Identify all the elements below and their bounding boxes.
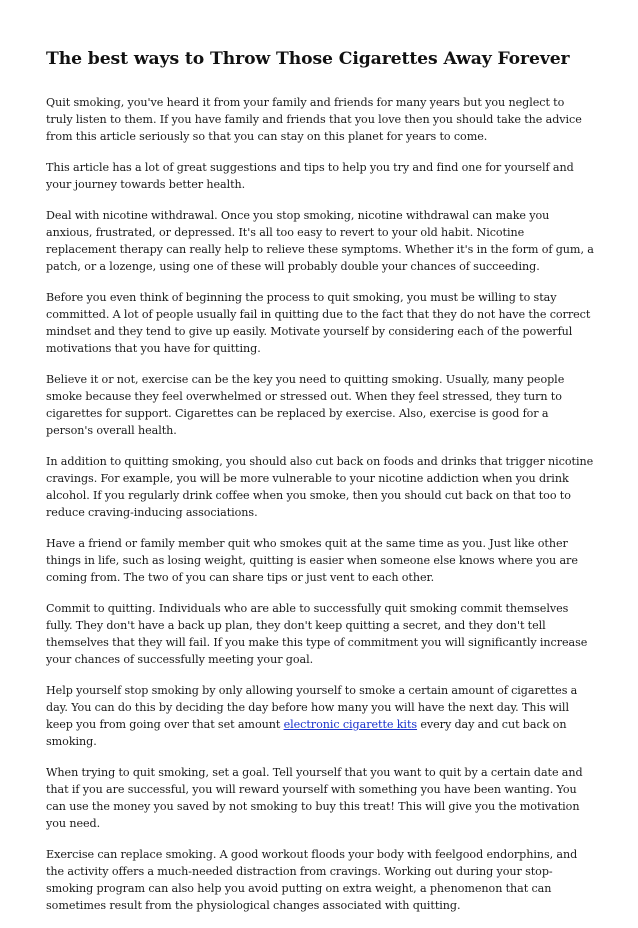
document-page <box>46 48 594 928</box>
paragraph-intro: Quit smoking, you've heard it from your family and friends for many years but you neglect to truly listen to them. If you have family and friends that you love then you should take the advice from this article seriously so that you can stay on this planet for years to come. <box>46 96 582 143</box>
paragraph-set-goal: When trying to quit smoking, set a goal. Tell yourself that you want to quit by a certain date and that if you are successful, you will reward yourself with something you have been wanting. You can use the money you saved by not smoking to buy this treat! This will give you the motivation you need. <box>46 766 583 830</box>
paragraph-trigger-foods: In addition to quitting smoking, you should also cut back on foods and drinks that trigger nicotine cravings. For example, you will be more vulnerable to your nicotine addiction when you drink alcohol. If you regularly drink coffee when you smoke, then you should cut back on that too to reduce craving-inducing associations. <box>46 455 594 519</box>
paragraph-limit-text-before: Help yourself stop smoking by only allowing yourself to smoke a certain amount of cigarettes a day. You can do this by deciding the day before how many you will have the next day. This will keep you from going over that set amount <box>46 684 578 731</box>
paragraph-exercise-replace: Exercise can replace smoking. A good workout floods your body with feelgood endorphins, and the activity offers a much-needed distraction from cravings. Working out during your stop-smoking program can also help you avoid putting on extra weight, a phenomenon that can sometimes result from the physiological changes associated with quitting. <box>46 848 578 912</box>
paragraph-suggestions: This article has a lot of great suggestions and tips to help you try and find one for yourself and your journey towards better health. <box>46 161 574 191</box>
paragraph-limit-cigarettes <box>46 682 594 750</box>
paragraph-commitment-mindset: Before you even think of beginning the process to quit smoking, you must be willing to stay committed. A lot of people usually fail in quitting due to the fact that they do not have the correct mindset and they tend to give up easily. Motivate yourself by considering each of the powerful motivations that you have for quitting. <box>46 291 591 355</box>
paragraph-quit-buddy: Have a friend or family member quit who smokes quit at the same time as you. Just like other things in life, such as losing weight, quitting is easier when someone else knows where you are coming from. The two of you can share tips or just vent to each other. <box>46 537 578 584</box>
paragraph-exercise-stress: Believe it or not, exercise can be the key you need to quitting smoking. Usually, many people smoke because they feel overwhelmed or stressed out. When they feel stressed, they turn to cigarettes for support. Cigarettes can be replaced by exercise. Also, exercise is good for a person's overall health. <box>46 373 565 437</box>
page-title: The best ways to Throw Those Cigarettes Away Forever <box>46 49 570 69</box>
paragraph-limit-text-after: every day and cut back on smoking. <box>46 718 567 748</box>
paragraph-nicotine-withdrawal: Deal with nicotine withdrawal. Once you stop smoking, nicotine withdrawal can make you anxious, frustrated, or depressed. It's all too easy to revert to your old habit. Nicotine replacement therapy can really help to relieve these symptoms. Whether it's in the form of gum, a patch, or a lozenge, using one of these will probably double your chances of succeeding. <box>46 209 594 273</box>
electronic-cigarette-kits-link[interactable]: electronic cigarette kits <box>283 718 418 731</box>
paragraph-commit-to-quitting: Commit to quitting. Individuals who are able to successfully quit smoking commit themselves fully. They don't have a back up plan, they don't keep quitting a secret, and they don't tell themselves that they will fail. If you make this type of commitment you will significantly increase your chances of successfully meeting your goal. <box>46 602 588 666</box>
